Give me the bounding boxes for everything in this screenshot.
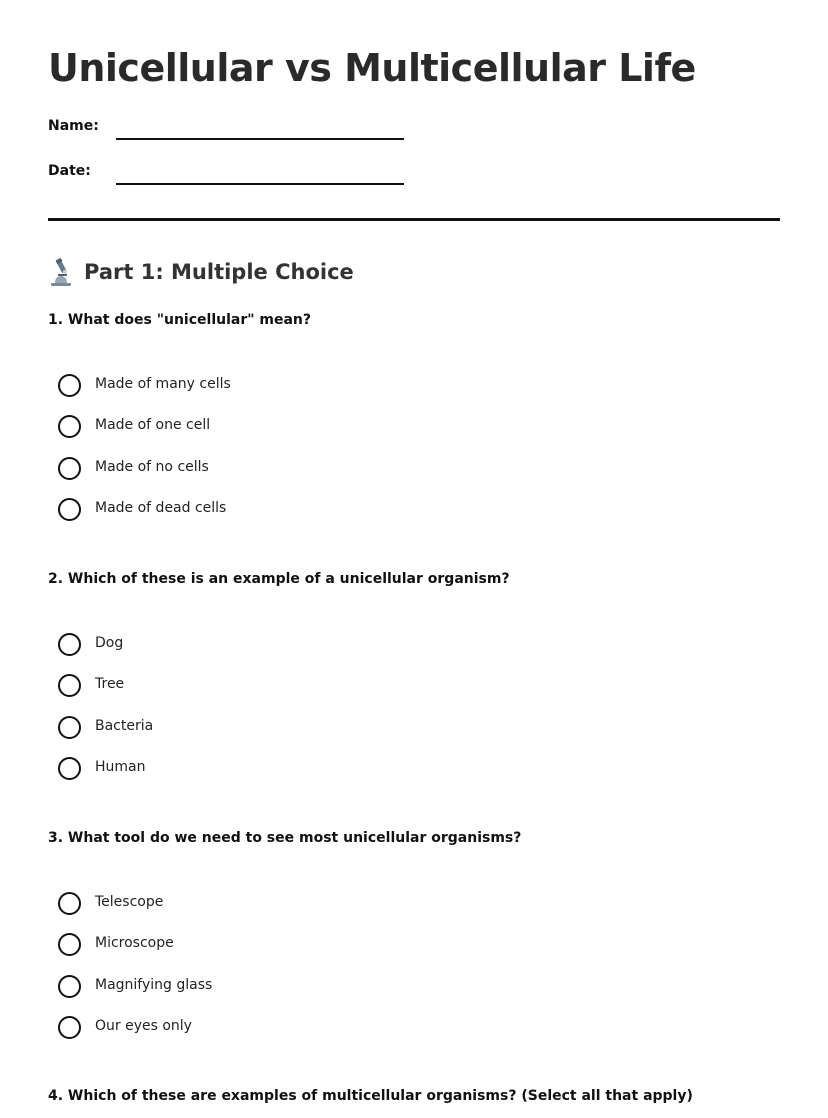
radio-button[interactable] [58,415,81,438]
option-telescope[interactable] [48,891,448,932]
question-1-text: 1. What does "unicellular" mean? [48,312,312,328]
radio-button[interactable] [58,892,81,915]
question-2-options [48,632,448,798]
option-bacteria[interactable] [48,715,448,756]
radio-button[interactable] [58,757,81,780]
radio-button[interactable] [58,633,81,656]
microscope-icon [48,257,74,287]
option-made-of-dead-cells[interactable] [48,497,448,538]
option-label: Made of many cells [95,376,231,392]
option-label: Microscope [95,935,174,952]
radio-button[interactable] [58,374,81,397]
option-label: Made of dead cells [95,500,227,517]
option-label: Magnifying glass [95,976,213,993]
section-header-part1 [48,256,354,288]
option-microscope[interactable] [48,932,448,973]
option-magnifying-glass[interactable] [48,974,448,1015]
option-label: Made of no cells [95,458,209,475]
option-label: Bacteria [95,717,154,734]
question-1-options [48,373,448,539]
option-label: Telescope [95,894,164,910]
option-made-of-one-cell[interactable] [48,414,448,455]
header-divider [48,218,780,221]
option-human[interactable] [48,756,448,797]
option-label: Made of one cell [95,417,211,434]
option-our-eyes-only[interactable] [48,1015,448,1056]
name-field [48,116,408,146]
question-4-text: 4. Which of these are examples of multicellular organisms? (Select all that apply) [48,1088,693,1104]
option-made-of-many-cells[interactable] [48,373,448,414]
option-label: Human [95,759,146,776]
question-2-text: 2. Which of these is an example of a unicellular organism? [48,571,510,587]
section-title: Part 1: Multiple Choice [84,260,354,284]
option-tree[interactable] [48,673,448,714]
question-3-options [48,891,448,1057]
option-label: Tree [95,676,125,693]
page-title: Unicellular vs Multicellular Life [48,46,696,90]
option-label: Our eyes only [95,1018,192,1035]
radio-button[interactable] [58,498,81,521]
date-input-line[interactable] [116,183,404,185]
question-3-text: 3. What tool do we need to see most unicellular organisms? [48,830,522,846]
date-field [48,161,408,191]
name-label: Name: [48,118,99,134]
radio-button[interactable] [58,674,81,697]
name-input-line[interactable] [116,138,404,140]
option-dog[interactable] [48,632,448,673]
radio-button[interactable] [58,1016,81,1039]
radio-button[interactable] [58,933,81,956]
date-label: Date: [48,163,91,179]
option-made-of-no-cells[interactable] [48,456,448,497]
radio-button[interactable] [58,975,81,998]
radio-button[interactable] [58,457,81,480]
option-label: Dog [95,635,124,651]
radio-button[interactable] [58,716,81,739]
